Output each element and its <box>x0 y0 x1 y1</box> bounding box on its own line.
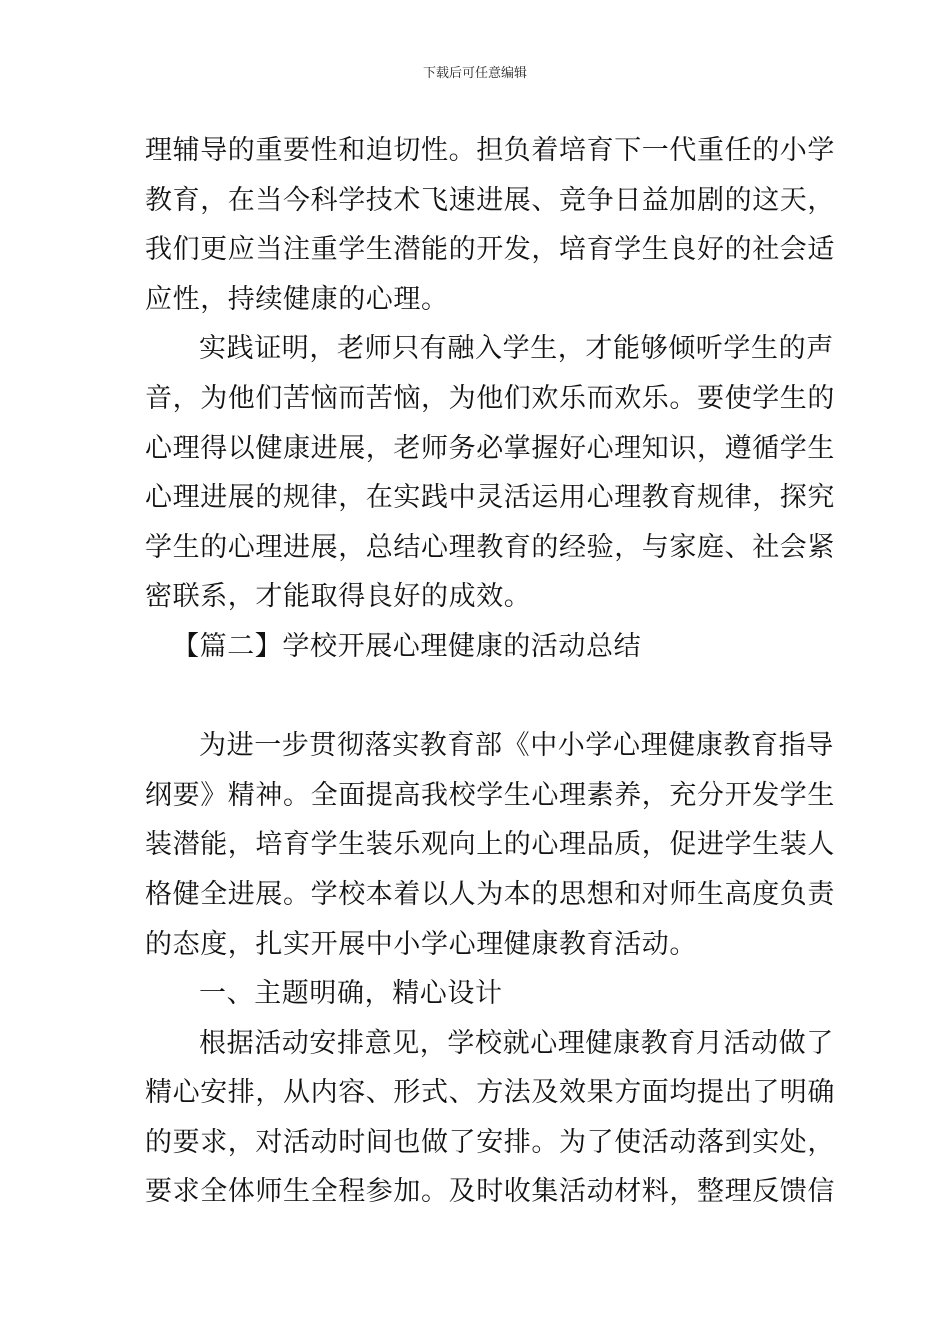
text-line: 教育，在当今科学技术飞速进展、竞争日益加剧的这天， <box>145 184 835 216</box>
text-line: 要求全体师生全程参加。及时收集活动材料，整理反馈信 <box>145 1176 835 1208</box>
text-line: 我们更应当注重学生潜能的开发，培育学生良好的社会适 <box>145 234 835 266</box>
text-line: 精心安排，从内容、形式、方法及效果方面均提出了明确 <box>145 1077 835 1109</box>
text-line: 心理得以健康进展，老师务必掌握好心理知识，遵循学生 <box>145 432 835 464</box>
text-line: 应性，持续健康的心理。 <box>145 283 449 315</box>
text-line: 的要求，对活动时间也做了安排。为了使活动落到实处， <box>145 1126 835 1158</box>
text-line: 一、主题明确，精心设计 <box>199 978 503 1010</box>
text-line: 心理进展的规律，在实践中灵活运用心理教育规律，探究 <box>145 482 835 514</box>
document-body <box>145 126 835 1217</box>
text-line: 实践证明，老师只有融入学生，才能够倾听学生的声 <box>199 333 834 365</box>
blank-line <box>145 672 807 722</box>
text-line: 密联系，才能取得良好的成效。 <box>145 581 532 613</box>
section-title: 【篇二】学校开展心理健康的活动总结 <box>172 630 642 662</box>
text-line: 的态度，扎实开展中小学心理健康教育活动。 <box>145 928 697 960</box>
text-line: 纲要》精神。全面提高我校学生心理素养，充分开发学生 <box>145 779 835 811</box>
page-header: 下载后可任意编辑 <box>422 66 527 81</box>
text-line: 学生的心理进展，总结心理教育的经验，与家庭、社会紧 <box>145 531 835 563</box>
text-line: 音，为他们苦恼而苦恼，为他们欢乐而欢乐。要使学生的 <box>145 382 835 414</box>
text-line: 理辅导的重要性和迫切性。担负着培育下一代重任的小学 <box>145 135 835 166</box>
text-line: 装潜能，培育学生装乐观向上的心理品质，促进学生装人 <box>145 829 835 861</box>
text-line: 为进一步贯彻落实教育部《中小学心理健康教育指导 <box>199 730 834 762</box>
text-line: 格健全进展。学校本着以人为本的思想和对师生高度负责 <box>145 878 835 910</box>
text-line: 根据活动安排意见，学校就心理健康教育月活动做了 <box>199 1027 834 1059</box>
